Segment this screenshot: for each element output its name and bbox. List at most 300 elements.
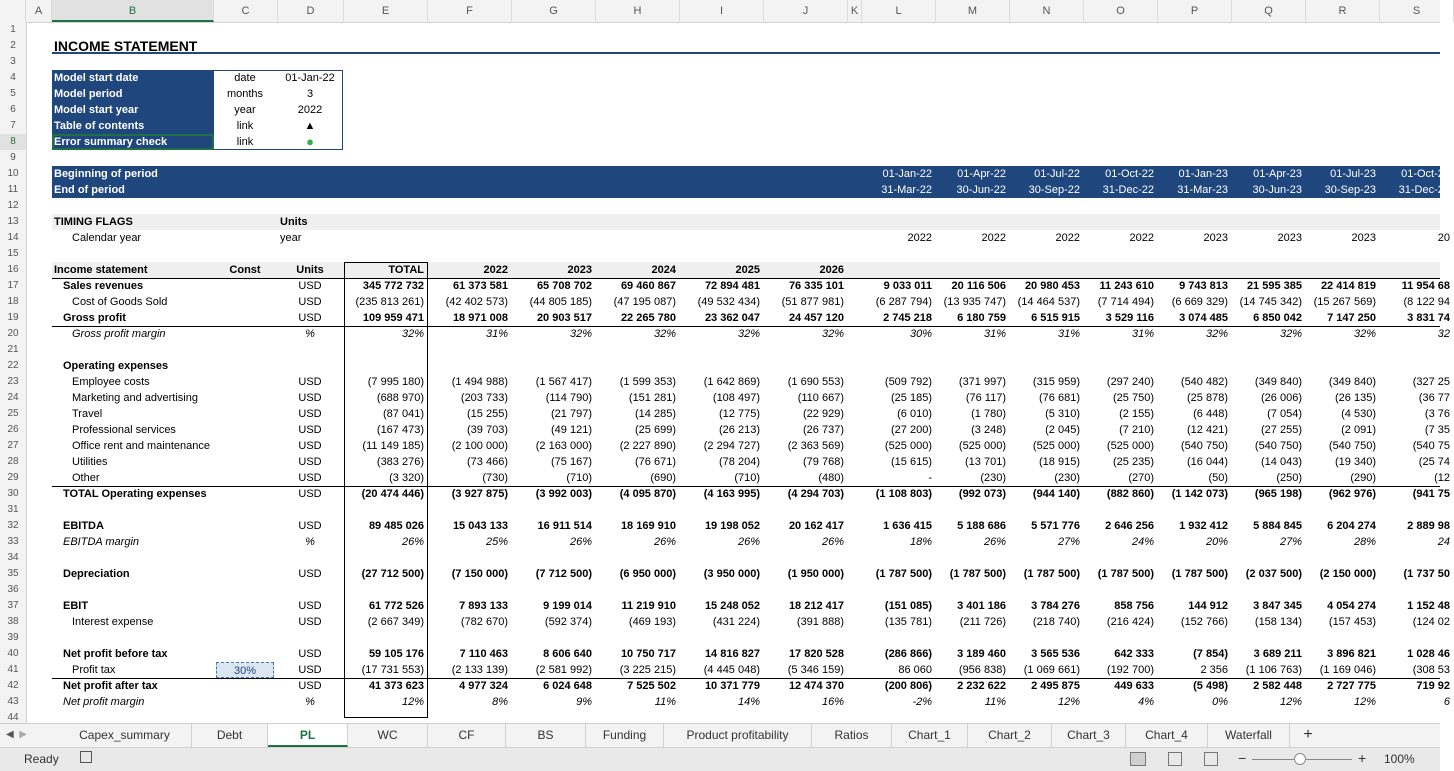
row-header-44[interactable]: 44	[7, 712, 19, 723]
year-value[interactable]: 12 474 370	[788, 680, 844, 692]
column-header-d[interactable]: D	[278, 0, 344, 22]
row-header-24[interactable]: 24	[7, 392, 19, 403]
quarter-value[interactable]: (2 091)	[1341, 424, 1376, 436]
row-header-28[interactable]: 28	[7, 456, 19, 467]
quarter-value[interactable]: (6 010)	[897, 408, 932, 420]
row-unit[interactable]: USD	[298, 440, 322, 452]
setting-value[interactable]: 2022	[297, 104, 323, 116]
quarter-value[interactable]: (200 806)	[884, 680, 932, 692]
year-value[interactable]: 18 212 417	[788, 600, 844, 612]
year-value[interactable]: (4 445 048)	[703, 664, 760, 676]
year-value[interactable]: (76 671)	[635, 456, 676, 468]
quarter-value[interactable]: 858 756	[1114, 600, 1154, 612]
row-unit[interactable]: %	[305, 328, 315, 340]
year-value[interactable]: (2 227 890)	[619, 440, 676, 452]
calendar-year-value[interactable]: 2022	[907, 232, 932, 244]
quarter-value[interactable]: (7 054)	[1267, 408, 1302, 420]
period-end-date[interactable]: 30-Jun-22	[956, 184, 1006, 196]
row-total[interactable]: (11 149 185)	[362, 440, 424, 452]
timing-units-header[interactable]: Units	[280, 216, 308, 228]
quarter-value[interactable]: (250)	[1276, 472, 1302, 484]
year-value[interactable]: 31%	[485, 328, 508, 340]
quarter-value[interactable]: 32%	[1353, 328, 1376, 340]
row-total[interactable]: (27 712 500)	[361, 568, 424, 580]
row-label[interactable]: Gross profit	[63, 312, 126, 324]
quarter-value[interactable]: 6 204 274	[1327, 520, 1376, 532]
quarter-value[interactable]: 6 180 759	[957, 312, 1006, 324]
quarter-value[interactable]: (27 255)	[1261, 424, 1302, 436]
year-value[interactable]: (2 163 000)	[535, 440, 592, 452]
column-header-p[interactable]: P	[1158, 0, 1232, 22]
quarter-value[interactable]: (18 915)	[1039, 456, 1080, 468]
quarter-value[interactable]: (19 340)	[1335, 456, 1376, 468]
quarter-value[interactable]: 1 636 415	[883, 520, 932, 532]
row-total[interactable]: 32%	[401, 328, 424, 340]
row-header-35[interactable]: 35	[7, 568, 19, 579]
quarter-value[interactable]: 1 932 412	[1179, 520, 1228, 532]
sheet-tab-product-profitability[interactable]: Product profitability	[664, 724, 812, 747]
period-end-date[interactable]: 31-Dec-22	[1102, 184, 1154, 196]
year-header[interactable]: 2023	[567, 264, 592, 276]
setting-label[interactable]: Model period	[54, 88, 123, 100]
calendar-year-value[interactable]: 2023	[1277, 232, 1302, 244]
year-header[interactable]: 2022	[483, 264, 508, 276]
quarter-value[interactable]: (25 185)	[891, 392, 932, 404]
quarter-value[interactable]: 0%	[1212, 696, 1228, 708]
period-begin-date[interactable]: 01-Apr-23	[1253, 168, 1302, 180]
row-header-13[interactable]: 13	[7, 216, 19, 227]
row-header-23[interactable]: 23	[7, 376, 19, 387]
year-value[interactable]: (391 888)	[796, 616, 844, 628]
row-unit[interactable]: USD	[298, 648, 322, 660]
year-value[interactable]: (12 775)	[719, 408, 760, 420]
sheet-tab-wc[interactable]: WC	[348, 724, 428, 747]
year-value[interactable]: 32%	[653, 328, 676, 340]
year-value[interactable]: (110 667)	[797, 392, 844, 404]
column-header-o[interactable]: O	[1084, 0, 1158, 22]
year-value[interactable]: (203 733)	[460, 392, 508, 404]
quarter-value[interactable]: 449 633	[1114, 680, 1154, 692]
quarter-value[interactable]: (25 74	[1418, 456, 1450, 468]
column-header-f[interactable]: F	[428, 0, 512, 22]
quarter-value[interactable]: 2 495 875	[1031, 680, 1080, 692]
period-end-label[interactable]: End of period	[54, 184, 125, 196]
year-value[interactable]: 14%	[737, 696, 760, 708]
row-total[interactable]: (20 474 446)	[361, 488, 424, 500]
quarter-value[interactable]: 2 889 98	[1407, 520, 1450, 532]
year-value[interactable]: (2 100 000)	[451, 440, 508, 452]
year-value[interactable]: 8%	[492, 696, 508, 708]
row-total[interactable]: 12%	[401, 696, 424, 708]
row-unit[interactable]: USD	[298, 280, 322, 292]
quarter-value[interactable]: (50)	[1208, 472, 1228, 484]
quarter-value[interactable]: 24	[1437, 536, 1450, 548]
year-value[interactable]: (79 768)	[803, 456, 844, 468]
row-header-17[interactable]: 17	[7, 280, 19, 291]
year-value[interactable]: (2 294 727)	[703, 440, 760, 452]
tax-rate-input[interactable]: 30%	[216, 662, 274, 678]
quarter-value[interactable]: 3 847 345	[1253, 600, 1302, 612]
row-unit[interactable]: %	[305, 696, 315, 708]
year-value[interactable]: 22 265 780	[620, 312, 676, 324]
quarter-value[interactable]: (540 75	[1412, 440, 1450, 452]
timing-flags-header[interactable]: TIMING FLAGS	[54, 216, 133, 228]
year-value[interactable]: (7 712 500)	[535, 568, 592, 580]
row-header-25[interactable]: 25	[7, 408, 19, 419]
year-value[interactable]: (21 797)	[551, 408, 592, 420]
row-label[interactable]: Net profit margin	[63, 696, 145, 708]
quarter-value[interactable]: (8 122 94	[1403, 296, 1450, 308]
column-header-b[interactable]: B	[52, 0, 214, 22]
year-value[interactable]: 14 816 827	[704, 648, 760, 660]
quarter-value[interactable]: (525 000)	[958, 440, 1006, 452]
quarter-value[interactable]: (7 210)	[1119, 424, 1154, 436]
quarter-value[interactable]: 3 689 211	[1253, 648, 1302, 660]
row-unit[interactable]: USD	[298, 600, 322, 612]
row-label[interactable]: Employee costs	[72, 376, 150, 388]
year-value[interactable]: (14 285)	[635, 408, 676, 420]
year-value[interactable]: (2 133 139)	[451, 664, 508, 676]
year-value[interactable]: (730)	[482, 472, 508, 484]
quarter-value[interactable]: 3 189 460	[957, 648, 1006, 660]
row-header-18[interactable]: 18	[7, 296, 19, 307]
quarter-value[interactable]: 22 414 819	[1320, 280, 1376, 292]
quarter-value[interactable]: (157 453)	[1328, 616, 1376, 628]
calendar-year-unit[interactable]: year	[280, 232, 302, 244]
year-value[interactable]: (480)	[818, 472, 844, 484]
quarter-value[interactable]: (1 106 763)	[1245, 664, 1302, 676]
row-unit[interactable]: USD	[298, 376, 322, 388]
quarter-value[interactable]: (540 750)	[1328, 440, 1376, 452]
quarter-value[interactable]: 5 188 686	[957, 520, 1006, 532]
row-header-16[interactable]: 16	[7, 264, 19, 275]
quarter-value[interactable]: (315 959)	[1032, 376, 1080, 388]
period-begin-date[interactable]: 01-Jul-23	[1330, 168, 1376, 180]
quarter-value[interactable]: 12%	[1057, 696, 1080, 708]
row-total[interactable]: (167 473)	[376, 424, 424, 436]
year-value[interactable]: (4 095 870)	[619, 488, 676, 500]
row-total[interactable]: (688 970)	[376, 392, 424, 404]
quarter-value[interactable]: 3 074 485	[1179, 312, 1228, 324]
year-value[interactable]: 16 911 514	[537, 520, 592, 532]
sheet-tab-waterfall[interactable]: Waterfall	[1208, 724, 1290, 747]
quarter-value[interactable]: (25 878)	[1187, 392, 1228, 404]
quarter-value[interactable]: (1 787 500)	[875, 568, 932, 580]
year-value[interactable]: (49 532 434)	[697, 296, 760, 308]
quarter-value[interactable]: (2 155)	[1119, 408, 1154, 420]
calendar-year-value[interactable]: 2023	[1351, 232, 1376, 244]
sheet-tab-debt[interactable]: Debt	[192, 724, 268, 747]
year-value[interactable]: 4 977 324	[459, 680, 508, 692]
row-unit[interactable]: USD	[298, 408, 322, 420]
quarter-value[interactable]: (540 482)	[1180, 376, 1228, 388]
row-header-3[interactable]: 3	[10, 56, 16, 67]
quarter-value[interactable]: 1 152 48	[1407, 600, 1450, 612]
year-value[interactable]: (782 670)	[460, 616, 508, 628]
quarter-value[interactable]: 2 582 448	[1253, 680, 1302, 692]
sheet-tab-chart-2[interactable]: Chart_2	[968, 724, 1052, 747]
year-value[interactable]: 7 110 463	[459, 648, 508, 660]
year-value[interactable]: 15 043 133	[452, 520, 508, 532]
year-value[interactable]: 61 373 581	[452, 280, 508, 292]
row-label[interactable]: Office rent and maintenance	[72, 440, 210, 452]
column-header-e[interactable]: E	[344, 0, 428, 22]
row-label[interactable]: Net profit before tax	[63, 648, 168, 660]
quarter-value[interactable]: 144 912	[1188, 600, 1228, 612]
period-begin-date[interactable]: 01-Jul-22	[1034, 168, 1080, 180]
sheet-tab-capex-summary[interactable]: Capex_summary	[58, 724, 192, 747]
row-header-10[interactable]: 10	[7, 168, 19, 179]
quarter-value[interactable]: (14 745 342)	[1239, 296, 1302, 308]
quarter-value[interactable]: 5 884 845	[1253, 520, 1302, 532]
year-value[interactable]: (4 163 995)	[703, 488, 760, 500]
year-header[interactable]: 2025	[735, 264, 760, 276]
year-value[interactable]: (690)	[650, 472, 676, 484]
quarter-value[interactable]: 32%	[1205, 328, 1228, 340]
quarter-value[interactable]: 642 333	[1114, 648, 1154, 660]
period-begin-date[interactable]: 01-Apr-22	[957, 168, 1006, 180]
row-total[interactable]: (383 276)	[376, 456, 424, 468]
quarter-value[interactable]: (6 448)	[1193, 408, 1228, 420]
quarter-value[interactable]: (14 464 537)	[1017, 296, 1080, 308]
quarter-value[interactable]: (2 150 000)	[1319, 568, 1376, 580]
row-total[interactable]: 41 373 623	[368, 680, 424, 692]
year-value[interactable]: (1 690 553)	[787, 376, 844, 388]
quarter-value[interactable]: 20 980 453	[1024, 280, 1080, 292]
quarter-value[interactable]: 32	[1437, 328, 1450, 340]
row-label[interactable]: Profit tax	[72, 664, 116, 676]
column-header-m[interactable]: M	[936, 0, 1010, 22]
page-break-view-icon[interactable]	[1204, 752, 1218, 766]
row-header-39[interactable]: 39	[7, 632, 19, 643]
row-header-6[interactable]: 6	[10, 104, 16, 115]
year-value[interactable]: 17 820 528	[788, 648, 844, 660]
quarter-value[interactable]: (349 840)	[1328, 376, 1376, 388]
quarter-value[interactable]: (76 681)	[1039, 392, 1080, 404]
year-value[interactable]: (7 150 000)	[451, 568, 508, 580]
year-value[interactable]: (3 950 000)	[703, 568, 760, 580]
setting-label[interactable]: Table of contents	[54, 120, 145, 132]
row-header-38[interactable]: 38	[7, 616, 19, 627]
quarter-value[interactable]: (151 085)	[884, 600, 932, 612]
quarter-value[interactable]: (230)	[1054, 472, 1080, 484]
row-unit[interactable]: USD	[298, 616, 322, 628]
row-header-15[interactable]: 15	[7, 248, 19, 259]
row-header-22[interactable]: 22	[7, 360, 19, 371]
year-value[interactable]: 9%	[576, 696, 592, 708]
year-value[interactable]: (47 195 087)	[613, 296, 676, 308]
quarter-value[interactable]: 3 896 821	[1327, 648, 1376, 660]
quarter-value[interactable]: 3 565 536	[1031, 648, 1080, 660]
quarter-value[interactable]: (7 714 494)	[1097, 296, 1154, 308]
quarter-value[interactable]: (540 750)	[1180, 440, 1228, 452]
year-value[interactable]: 32%	[737, 328, 760, 340]
row-header-41[interactable]: 41	[7, 664, 19, 675]
setting-unit[interactable]: link	[236, 120, 254, 132]
year-value[interactable]: (3 225 215)	[619, 664, 676, 676]
year-value[interactable]: (6 950 000)	[619, 568, 676, 580]
setting-unit[interactable]: months	[226, 88, 264, 100]
quarter-value[interactable]: (76 117)	[965, 392, 1006, 404]
row-header-26[interactable]: 26	[7, 424, 19, 435]
active-cell-outline[interactable]	[52, 134, 214, 150]
quarter-value[interactable]: (525 000)	[1106, 440, 1154, 452]
row-header-14[interactable]: 14	[7, 232, 19, 243]
quarter-value[interactable]: 31%	[983, 328, 1006, 340]
year-value[interactable]: (469 193)	[628, 616, 676, 628]
row-unit[interactable]: USD	[298, 664, 322, 676]
quarter-value[interactable]: 31%	[1057, 328, 1080, 340]
quarter-value[interactable]: 20 116 506	[951, 280, 1006, 292]
year-value[interactable]: (42 402 573)	[445, 296, 508, 308]
calendar-year-value[interactable]: 2022	[1055, 232, 1080, 244]
quarter-value[interactable]: 26%	[983, 536, 1006, 548]
row-header-5[interactable]: 5	[10, 88, 16, 99]
quarter-value[interactable]: (297 240)	[1106, 376, 1154, 388]
quarter-value[interactable]: (540 750)	[1254, 440, 1302, 452]
row-label[interactable]: Sales revenues	[63, 280, 144, 292]
row-total[interactable]: 59 105 176	[368, 648, 424, 660]
quarter-value[interactable]: 7 147 250	[1327, 312, 1376, 324]
year-value[interactable]: (49 121)	[551, 424, 592, 436]
row-total[interactable]: 61 772 526	[368, 600, 424, 612]
row-header-36[interactable]: 36	[7, 584, 19, 595]
const-header[interactable]: Const	[229, 264, 261, 276]
quarter-value[interactable]: (1 780)	[971, 408, 1006, 420]
row-header-21[interactable]: 21	[7, 344, 19, 355]
year-value[interactable]: 10 750 717	[620, 648, 676, 660]
quarter-value[interactable]: (124 02	[1412, 616, 1450, 628]
row-unit[interactable]: USD	[298, 472, 322, 484]
row-unit[interactable]: USD	[298, 568, 322, 580]
calendar-year-value[interactable]: 20	[1437, 232, 1450, 244]
quarter-value[interactable]: (12	[1434, 472, 1450, 484]
quarter-value[interactable]: 2 745 218	[883, 312, 932, 324]
quarter-value[interactable]: (941 75	[1412, 488, 1450, 500]
quarter-value[interactable]: (944 140)	[1032, 488, 1080, 500]
year-value[interactable]: 19 198 052	[704, 520, 760, 532]
quarter-value[interactable]: (3 76	[1424, 408, 1450, 420]
quarter-value[interactable]: 9 033 011	[883, 280, 932, 292]
setting-label[interactable]: Error summary check	[54, 136, 168, 148]
period-begin-label[interactable]: Beginning of period	[54, 168, 158, 180]
year-value[interactable]: 16%	[821, 696, 844, 708]
row-label[interactable]: Travel	[72, 408, 103, 420]
period-end-date[interactable]: 30-Sep-22	[1028, 184, 1080, 196]
year-value[interactable]: (4 294 703)	[787, 488, 844, 500]
quarter-value[interactable]: (509 792)	[884, 376, 932, 388]
row-header-27[interactable]: 27	[7, 440, 19, 451]
quarter-value[interactable]: 2 232 622	[957, 680, 1006, 692]
year-value[interactable]: (431 224)	[712, 616, 760, 628]
income-statement-header[interactable]: Income statement	[54, 264, 148, 276]
setting-unit[interactable]: link	[236, 136, 254, 148]
sheet-tab-cf[interactable]: CF	[428, 724, 506, 747]
row-total[interactable]: (235 813 261)	[355, 296, 424, 308]
row-unit[interactable]: USD	[298, 312, 322, 324]
quarter-value[interactable]: (308 53	[1412, 664, 1450, 676]
row-header-33[interactable]: 33	[7, 536, 19, 547]
quarter-value[interactable]: (286 866)	[884, 648, 932, 660]
quarter-value[interactable]: 2 727 775	[1327, 680, 1376, 692]
year-value[interactable]: (1 642 869)	[703, 376, 760, 388]
row-header-31[interactable]: 31	[7, 504, 19, 515]
quarter-value[interactable]: (158 134)	[1254, 616, 1302, 628]
quarter-value[interactable]: (13 935 747)	[943, 296, 1006, 308]
year-value[interactable]: (3 927 875)	[451, 488, 508, 500]
zoom-in-button[interactable]: +	[1358, 750, 1367, 766]
row-unit[interactable]: USD	[298, 680, 322, 692]
quarter-value[interactable]: (1 787 500)	[949, 568, 1006, 580]
period-begin-date[interactable]: 01-Jan-23	[1178, 168, 1228, 180]
quarter-value[interactable]: (218 740)	[1032, 616, 1080, 628]
macro-record-icon[interactable]	[80, 751, 92, 763]
page-layout-view-icon[interactable]	[1168, 752, 1182, 766]
tab-next-icon[interactable]: ▶	[19, 729, 27, 740]
quarter-value[interactable]: (15 615)	[891, 456, 932, 468]
row-header-19[interactable]: 19	[7, 312, 19, 323]
units-header[interactable]: Units	[296, 264, 324, 276]
row-header-2[interactable]: 2	[10, 40, 16, 51]
quarter-value[interactable]: (5 310)	[1045, 408, 1080, 420]
quarter-value[interactable]: (25 235)	[1113, 456, 1154, 468]
quarter-value[interactable]: (965 198)	[1254, 488, 1302, 500]
row-total[interactable]: 89 485 026	[368, 520, 424, 532]
year-value[interactable]: (710)	[566, 472, 592, 484]
quarter-value[interactable]: 86 060	[898, 664, 932, 676]
quarter-value[interactable]: (1 787 500)	[1171, 568, 1228, 580]
quarter-value[interactable]: 5 571 776	[1031, 520, 1080, 532]
quarter-value[interactable]: 20%	[1205, 536, 1228, 548]
quarter-value[interactable]: 30%	[909, 328, 932, 340]
row-unit[interactable]: USD	[298, 520, 322, 532]
row-header-37[interactable]: 37	[7, 600, 19, 611]
sheet-tab-chart-4[interactable]: Chart_4	[1126, 724, 1208, 747]
row-header-32[interactable]: 32	[7, 520, 19, 531]
calendar-year-value[interactable]: 2023	[1203, 232, 1228, 244]
row-header-40[interactable]: 40	[7, 648, 19, 659]
row-header-20[interactable]: 20	[7, 328, 19, 339]
quarter-value[interactable]: 2 646 256	[1105, 520, 1154, 532]
quarter-value[interactable]: (13 701)	[965, 456, 1006, 468]
setting-label[interactable]: Model start year	[54, 104, 139, 116]
period-end-date[interactable]: 31-Mar-23	[1177, 184, 1228, 196]
sheet-tab-ratios[interactable]: Ratios	[812, 724, 892, 747]
row-unit[interactable]: USD	[298, 296, 322, 308]
quarter-value[interactable]: (4 530)	[1341, 408, 1376, 420]
sheet-tab-chart-3[interactable]: Chart_3	[1052, 724, 1126, 747]
quarter-value[interactable]: 719 92	[1416, 680, 1450, 692]
quarter-value[interactable]: (216 424)	[1106, 616, 1154, 628]
column-header-r[interactable]: R	[1306, 0, 1380, 22]
row-header-30[interactable]: 30	[7, 488, 19, 499]
quarter-value[interactable]: (16 044)	[1187, 456, 1228, 468]
quarter-value[interactable]: (15 267 569)	[1313, 296, 1376, 308]
quarter-value[interactable]: (962 976)	[1328, 488, 1376, 500]
column-header-s[interactable]: S	[1380, 0, 1454, 22]
row-label[interactable]: TOTAL Operating expenses	[63, 488, 207, 500]
year-value[interactable]: 24 457 120	[788, 312, 844, 324]
year-value[interactable]: (75 167)	[551, 456, 592, 468]
quarter-value[interactable]: 21 595 385	[1246, 280, 1302, 292]
row-total[interactable]: 109 959 471	[362, 312, 424, 324]
year-value[interactable]: 8 606 640	[543, 648, 592, 660]
year-value[interactable]: 11 219 910	[621, 600, 676, 612]
row-header-8[interactable]: 8	[0, 134, 26, 150]
row-label[interactable]: Other	[72, 472, 100, 484]
column-header-j[interactable]: J	[764, 0, 848, 22]
row-unit[interactable]: USD	[298, 392, 322, 404]
